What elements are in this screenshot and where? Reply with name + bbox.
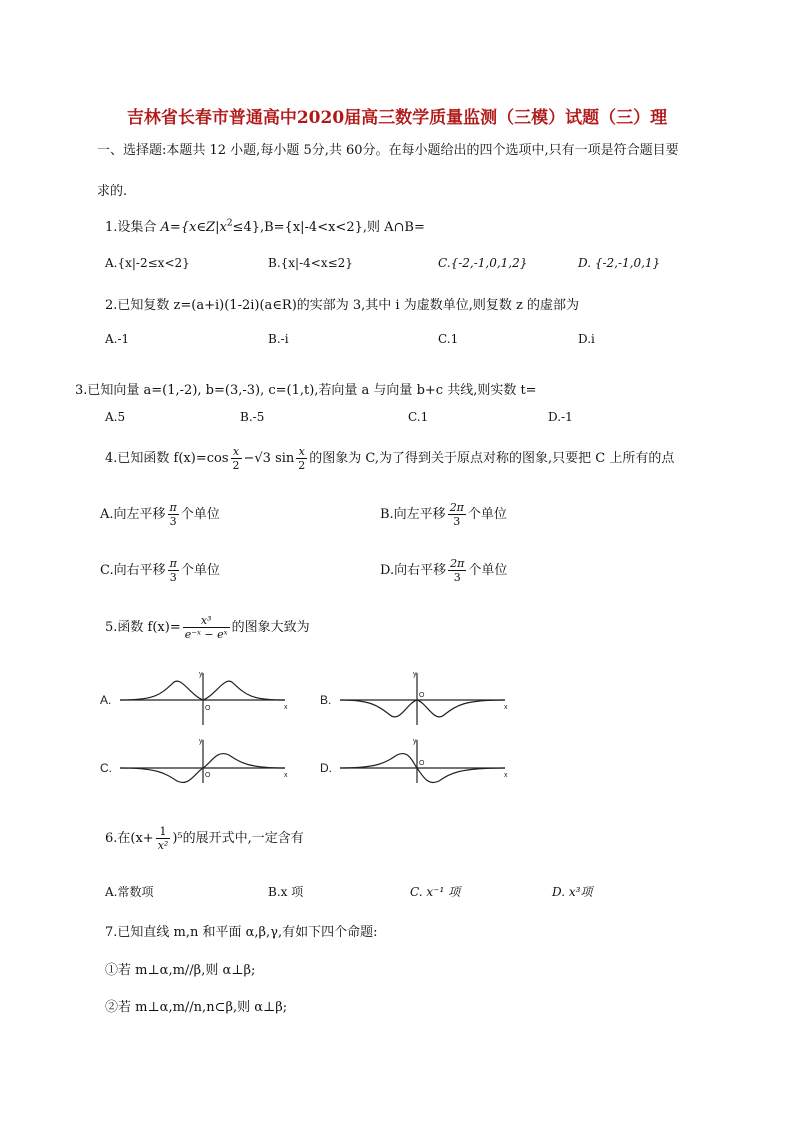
question-2-option-d: D.i [578, 332, 595, 346]
svg-text:x: x [284, 772, 288, 779]
section-instructions-line2: 求的. [97, 184, 128, 199]
svg-text:O: O [419, 760, 425, 767]
question-1-stem-suffix: ≤4},B={x|-4<x<2},则 A∩B= [232, 220, 425, 235]
question-1-option-b: B.{x|-4<x≤2} [268, 256, 353, 270]
question-1-option-d: D. {-2,-1,0,1} [578, 256, 661, 270]
fraction-function: $\frac{\text{x³}}{\text{e⁻ˣ − eˣ}}$ [184, 614, 228, 641]
question-3-option-d: D.-1 [548, 410, 573, 424]
question-4-option-d: D.向右平移 $\frac{2\pi}{3}$ 个单位 [380, 557, 508, 584]
fraction-one-over-x-squared: $\frac{1}{\text{x²}}$ [157, 825, 169, 852]
question-7-stem: 7.已知直线 m,n 和平面 α,β,γ,有如下四个命题: [105, 925, 378, 940]
page-title: 吉林省长春市普通高中2020届高三数学质量监测（三模）试题（三）理 [126, 108, 668, 128]
question-2-option-b: B.-i [268, 332, 289, 346]
question-4-stem-suffix: 的图象为 C,为了得到关于原点对称的图象,只要把 C 上所有的点 [309, 451, 675, 466]
question-2-stem: 2.已知复数 z=(a+i)(1-2i)(a∈R)的实部为 3,其中 i 为虚数单位,则复数 z 的虚部为 [105, 298, 579, 313]
question-1-stem-prefix: 1.设集合 [105, 220, 161, 235]
question-1-option-a: A.{x|-2≤x<2} [105, 256, 190, 270]
question-3-option-b: B.-5 [240, 410, 265, 424]
question-4-option-b: B.向左平移 $\frac{2\pi}{3}$ 个单位 [380, 501, 507, 528]
fraction-x-over-2: $\frac{x}{2}$ [298, 445, 306, 472]
graph-label-b: B. [320, 693, 332, 707]
question-4-option-a: A.向左平移 $\frac{\pi}{3}$ 个单位 [100, 501, 220, 528]
question-4-option-c: C.向右平移 $\frac{\pi}{3}$ 个单位 [100, 557, 220, 584]
question-7-proposition-1: ①若 m⊥α,m//β,则 α⊥β; [105, 963, 256, 978]
svg-text:x: x [284, 704, 288, 711]
svg-text:y: y [413, 671, 417, 678]
svg-text:O: O [205, 772, 211, 779]
question-7-proposition-2: ②若 m⊥α,m//n,n⊂β,则 α⊥β; [105, 1000, 288, 1015]
svg-text:O: O [419, 692, 425, 699]
question-4-stem-prefix: 4.已知函数 f(x)=cos [105, 451, 229, 466]
question-3-option-a: A.5 [105, 410, 126, 424]
svg-text:y: y [199, 671, 203, 678]
question-4-stem [105, 445, 674, 472]
question-1-set-a: A={x∈Z|x [160, 220, 227, 235]
question-6-option-a: A.常数项 [105, 885, 154, 899]
question-5-graphs [95, 665, 525, 785]
question-5-stem: 5.函数 f(x)= $\frac{\text{x³}}{\text{e⁻ˣ − eˣ}}$ 的图象大致为 [105, 614, 310, 641]
section-instructions-line1: 一、选择题:本题共 12 小题,每小题 5分,共 60分。在每小题给出的四个选项中,只有一项是符合题目要 [97, 143, 679, 158]
question-2-option-a: A.-1 [105, 332, 130, 346]
question-6-option-b: B.x 项 [268, 885, 304, 899]
graph-label-a: A. [100, 693, 112, 707]
graph-label-d: D. [320, 761, 332, 775]
graph-label-c: C. [100, 761, 112, 775]
svg-text:x: x [504, 772, 508, 779]
svg-text:O: O [205, 705, 211, 712]
svg-text:y: y [199, 738, 203, 745]
question-2-option-c: C.1 [438, 332, 459, 346]
question-1-stem: 1.设集合 $A=\{x\in Z|x^2\le 4\},B=\{x|-4<x<2\}$,则 A∩B= [105, 218, 425, 235]
question-4-stem-middle: −√3 sin [243, 451, 295, 466]
question-6-stem: 6.在(x+ $\frac{1}{\text{x²}}$ )⁵的展开式中,一定含有 [105, 825, 304, 852]
question-6-option-c: C. x⁻¹ 项 [410, 885, 461, 899]
question-1-option-c: C.{-2,-1,0,1,2} [438, 256, 528, 270]
svg-text:x: x [504, 704, 508, 711]
fraction-x-over-2: $\frac{x}{2}$ [232, 445, 240, 472]
question-6-option-d: D. x³项 [552, 885, 593, 899]
question-3-stem: 3.已知向量 a=(1,-2), b=(3,-3), c=(1,t),若向量 a 与向量 b+c 共线,则实数 t= [75, 383, 537, 398]
svg-text:y: y [413, 738, 417, 745]
question-3-option-c: C.1 [408, 410, 429, 424]
